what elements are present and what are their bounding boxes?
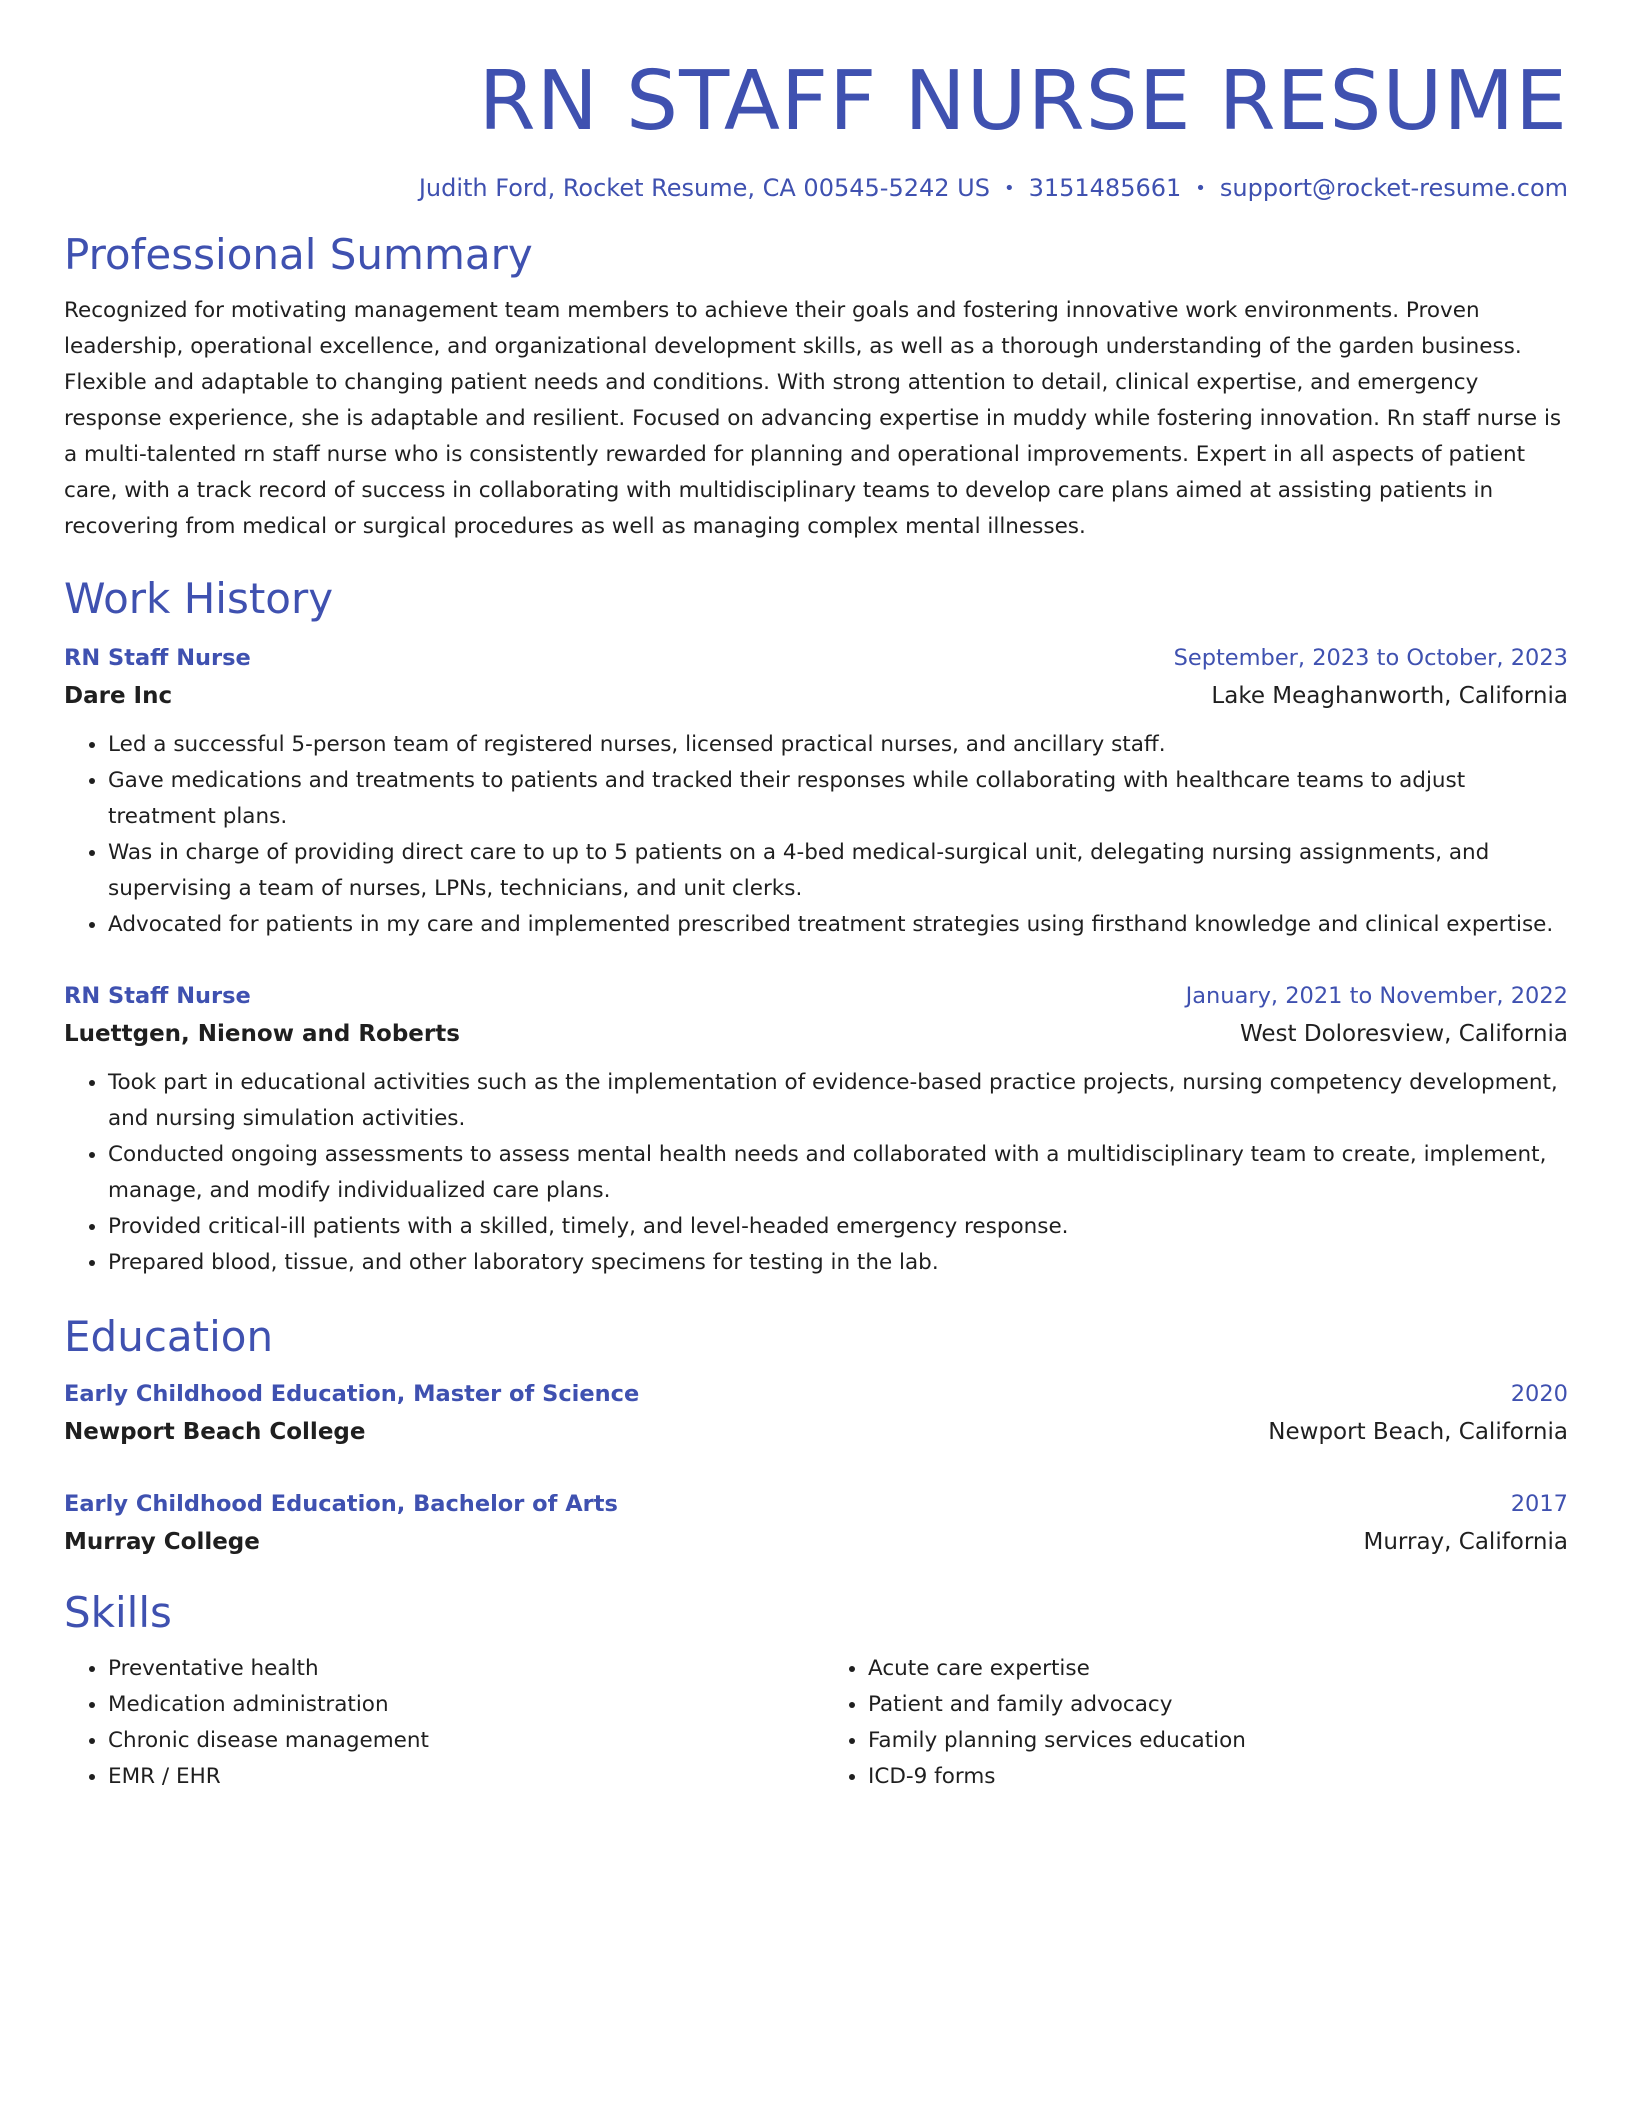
job-location: West Doloresview, California (1240, 1021, 1568, 1047)
degree: Early Childhood Education, Master of Science (64, 1381, 640, 1407)
job-location: Lake Meaghanworth, California (1211, 683, 1568, 709)
education-entry (64, 1375, 1568, 1451)
job-dates: January, 2021 to November, 2022 (1185, 983, 1568, 1009)
list-item: • Conducted ongoing assessments to assess mental health needs and collaborated with a multidisciplinary team to create, implement, manage, and modify individualized care plans. (108, 1137, 1568, 1209)
school-location: Murray, California (1363, 1529, 1568, 1555)
job-title: RN Staff Nurse (64, 983, 251, 1009)
list-item: • Preventative health (108, 1651, 816, 1687)
school-location: Newport Beach, California (1268, 1419, 1568, 1445)
company-name: Luettgen, Nienow and Roberts (64, 1021, 460, 1047)
list-item: • Acute care expertise (868, 1651, 1568, 1687)
job-entry (64, 639, 1568, 943)
list-item: • Took part in educational activities such as the implementation of evidence-based practice projects, nursing competency development, and nursing simulation activities. (108, 1065, 1568, 1137)
skills-heading: Skills (64, 1588, 172, 1637)
education-entry (64, 1485, 1568, 1561)
list-item: • Medication administration (108, 1687, 816, 1723)
contact-line (64, 172, 1568, 207)
summary-heading: Professional Summary (64, 230, 533, 279)
work-history-heading: Work History (64, 574, 334, 623)
list-item: • Prepared blood, tissue, and other laboratory specimens for testing in the lab. (108, 1245, 1568, 1281)
list-item: • Gave medications and treatments to patients and tracked their responses while collaborating with healthcare teams to adjust treatment plans. (108, 763, 1568, 835)
list-item: • EMR / EHR (108, 1759, 816, 1795)
contact-phone: 3151485661 (1028, 174, 1182, 202)
school-name: Murray College (64, 1529, 260, 1555)
skills-column-right (816, 1651, 1568, 1795)
job-bullets (64, 727, 1568, 943)
graduation-year: 2020 (1510, 1381, 1568, 1407)
list-item: • Chronic disease management (108, 1723, 816, 1759)
contact-address: Judith Ford, Rocket Resume, CA 00545-5242 US (418, 174, 990, 202)
bullet-separator: • (1003, 178, 1015, 199)
school-name: Newport Beach College (64, 1419, 366, 1445)
list-item: • Patient and family advocacy (868, 1687, 1568, 1723)
skills-column-left (64, 1651, 816, 1795)
summary-text: Recognized for motivating management team members to achieve their goals and fostering innovative work environments. Proven leadership, operational excellence, and organizational development skills, as well as a thorough understanding of the garden business. Flexible and adaptable to changing patient needs and conditions. With strong attention to detail, clinical expertise, and emergency response experience, she is adaptable and resilient. Focused on advancing expertise in muddy while fostering innovation. Rn staff nurse is a multi-talented rn staff nurse who is consistently rewarded for planning and operational improvements. Expert in all aspects of patient care, with a track record of success in collaborating with multidisciplinary teams to develop care plans aimed at assisting patients in recovering from medical or surgical procedures as well as managing complex mental illnesses. (64, 298, 1562, 539)
list-item: • Led a successful 5-person team of registered nurses, licensed practical nurses, and ancillary staff. (108, 727, 1568, 763)
company-name: Dare Inc (64, 683, 173, 709)
contact-email[interactable]: support@rocket-resume.com (1219, 174, 1568, 202)
skills-list (64, 1651, 1568, 1795)
job-title: RN Staff Nurse (64, 645, 251, 671)
job-bullets (64, 1065, 1568, 1281)
education-heading: Education (64, 1312, 274, 1361)
list-item: • Advocated for patients in my care and implemented prescribed treatment strategies using firsthand knowledge and clinical expertise. (108, 907, 1568, 943)
job-entry (64, 977, 1568, 1281)
list-item: • Family planning services education (868, 1723, 1568, 1759)
list-item: • Was in charge of providing direct care to up to 5 patients on a 4-bed medical-surgical unit, delegating nursing assignments, and supervising a team of nurses, LPNs, technicians, and unit clerks. (108, 835, 1568, 907)
degree: Early Childhood Education, Bachelor of Arts (64, 1491, 618, 1517)
graduation-year: 2017 (1510, 1491, 1568, 1517)
resume-title: RN STAFF NURSE RESUME (478, 54, 1568, 149)
bullet-separator: • (1195, 178, 1206, 199)
list-item: • Provided critical-ill patients with a skilled, timely, and level-headed emergency response. (108, 1209, 1568, 1245)
list-item: • ICD-9 forms (868, 1759, 1568, 1795)
job-dates: September, 2023 to October, 2023 (1173, 645, 1568, 671)
